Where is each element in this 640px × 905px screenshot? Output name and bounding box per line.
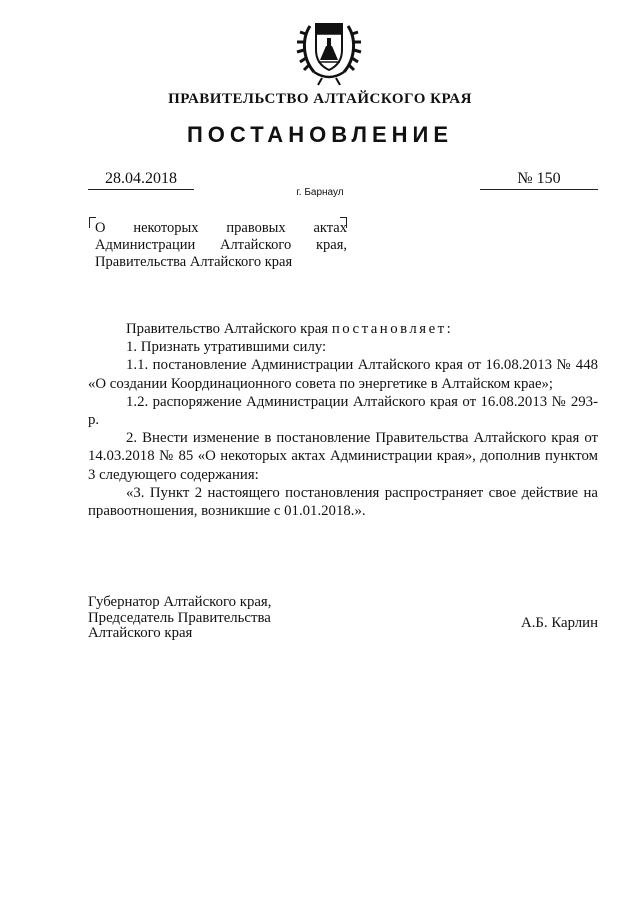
- intro-decree-word: постановляет:: [331, 321, 454, 337]
- body-paragraph: 1. Признать утратившими силу:: [126, 339, 327, 356]
- document-number: № 150: [480, 170, 598, 190]
- signatory-position-line: Губернатор Алтайского края,: [88, 594, 272, 610]
- organization-name: ПРАВИТЕЛЬСТВО АЛТАЙСКОГО КРАЯ: [168, 91, 472, 107]
- body-paragraph: 2. Внести изменение в постановление Правительства Алтайского края от 14.03.2018 № 85 «О некоторых актах Администрации края», дополнив пунктом 3 следующего содержания:: [88, 430, 598, 483]
- body-paragraph: «3. Пункт 2 настоящего постановления распространяет свое действие на правоотношения, возникшие с 01.01.2018.».: [88, 484, 598, 520]
- intro-text: Правительство Алтайского края: [126, 321, 332, 337]
- document-subject: О некоторых правовых актах Администрации Алтайского края, Правительства Алтайского края: [95, 220, 347, 270]
- signatory-position-line: Председатель Правительства: [88, 609, 271, 626]
- signatory-name: А.Б. Карлин: [521, 615, 598, 631]
- document-city: г. Барнаул: [296, 187, 344, 198]
- body-paragraph: 1.1. постановление Администрации Алтайского края от 16.08.2013 № 448 «О создании Координационного совета по энергетике в Алтайском крае»;: [88, 357, 598, 392]
- document-date: 28.04.2018: [88, 170, 194, 190]
- document-body: [88, 320, 598, 520]
- document-type: ПОСТАНОВЛЕНИЕ: [186, 122, 454, 147]
- coat-of-arms-icon: [296, 10, 362, 86]
- intro-paragraph: [88, 320, 598, 338]
- signatory-position: [88, 595, 348, 642]
- signatory-position-line: Алтайского края: [88, 625, 193, 641]
- body-paragraph: 1.2. распоряжение Администрации Алтайского края от 16.08.2013 № 293-р.: [88, 393, 598, 429]
